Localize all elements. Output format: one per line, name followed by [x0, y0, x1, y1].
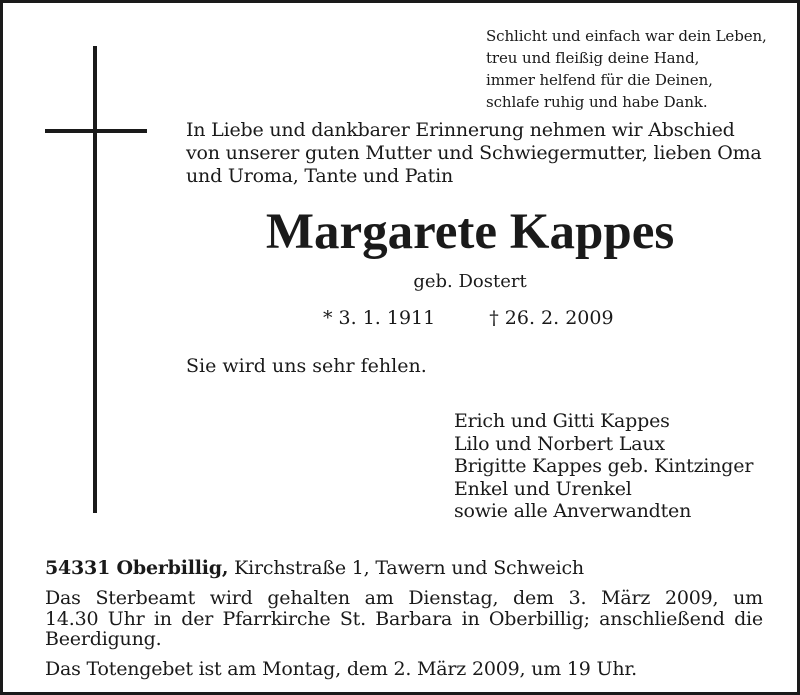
cross-horizontal-bar	[45, 129, 147, 133]
service-word: Dienstag,	[408, 587, 499, 609]
service-word: die	[734, 607, 763, 630]
service-word: 14.30	[45, 607, 99, 630]
service-word: wird	[209, 587, 253, 609]
service-line	[45, 629, 763, 650]
family-address	[45, 556, 584, 580]
service-word: 2009,	[664, 587, 719, 609]
closing-sentence: Sie wird uns sehr fehlen.	[186, 355, 427, 377]
intro-line: von unserer guten Mutter und Schwiegermutter, lieben Oma	[186, 142, 762, 164]
intro-line: In Liebe und dankbarer Erinnerung nehmen wir Abschied	[186, 119, 735, 141]
service-word: Oberbillig;	[488, 607, 590, 630]
service-word: März	[601, 587, 651, 609]
service-word: Das	[45, 587, 81, 609]
deceased-name: Margarete Kappes	[265, 204, 675, 260]
service-info	[45, 588, 763, 650]
mourner-line: Erich und Gitti Kappes	[454, 410, 670, 432]
service-word: der	[181, 607, 214, 630]
service-word: Uhr	[107, 607, 145, 630]
address-place: 54331 Oberbillig,	[45, 557, 229, 579]
poem-line: immer helfend für die Deinen,	[486, 71, 713, 89]
service-line	[45, 609, 763, 630]
service-word: am	[364, 587, 394, 609]
service-word: Barbara	[375, 607, 453, 630]
intro-line: und Uroma, Tante und Patin	[186, 165, 453, 187]
poem-line: schlafe ruhig und habe Dank.	[486, 93, 708, 111]
service-word: Pfarrkirche	[222, 607, 331, 630]
poem	[486, 25, 767, 113]
intro-text	[186, 119, 776, 188]
service-word: Sterbeamt	[95, 587, 196, 609]
service-word: Beerdigung.	[45, 628, 162, 650]
death-date: † 26. 2. 2009	[489, 307, 614, 329]
service-word: gehalten	[267, 587, 350, 609]
mourners-list	[454, 410, 753, 523]
poem-line: treu und fleißig deine Hand,	[486, 49, 700, 67]
service-word: in	[461, 607, 480, 630]
mourner-line: Enkel und Urenkel	[454, 477, 632, 500]
service-line	[45, 588, 763, 609]
service-word: in	[153, 607, 172, 630]
poem-line: Schlicht und einfach war dein Leben,	[486, 27, 767, 45]
service-word: St.	[339, 607, 366, 630]
service-word: 3.	[568, 587, 587, 609]
service-word: um	[733, 587, 763, 609]
service-word: anschließend	[599, 607, 725, 630]
mourner-line: Lilo und Norbert Laux	[454, 432, 665, 455]
prayer-info: Das Totengebet ist am Montag, dem 2. März 2009, um 19 Uhr.	[45, 658, 637, 680]
life-dates	[323, 305, 614, 331]
mourner-line: Brigitte Kappes geb. Kintzinger	[454, 455, 754, 477]
mourner-line: sowie alle Anverwandten	[454, 500, 692, 522]
birth-date: * 3. 1. 1911	[323, 307, 436, 329]
address-rest: Kirchstraße 1, Tawern und Schweich	[228, 557, 584, 579]
maiden-name: geb. Dostert	[413, 271, 527, 292]
service-word: dem	[513, 587, 554, 609]
